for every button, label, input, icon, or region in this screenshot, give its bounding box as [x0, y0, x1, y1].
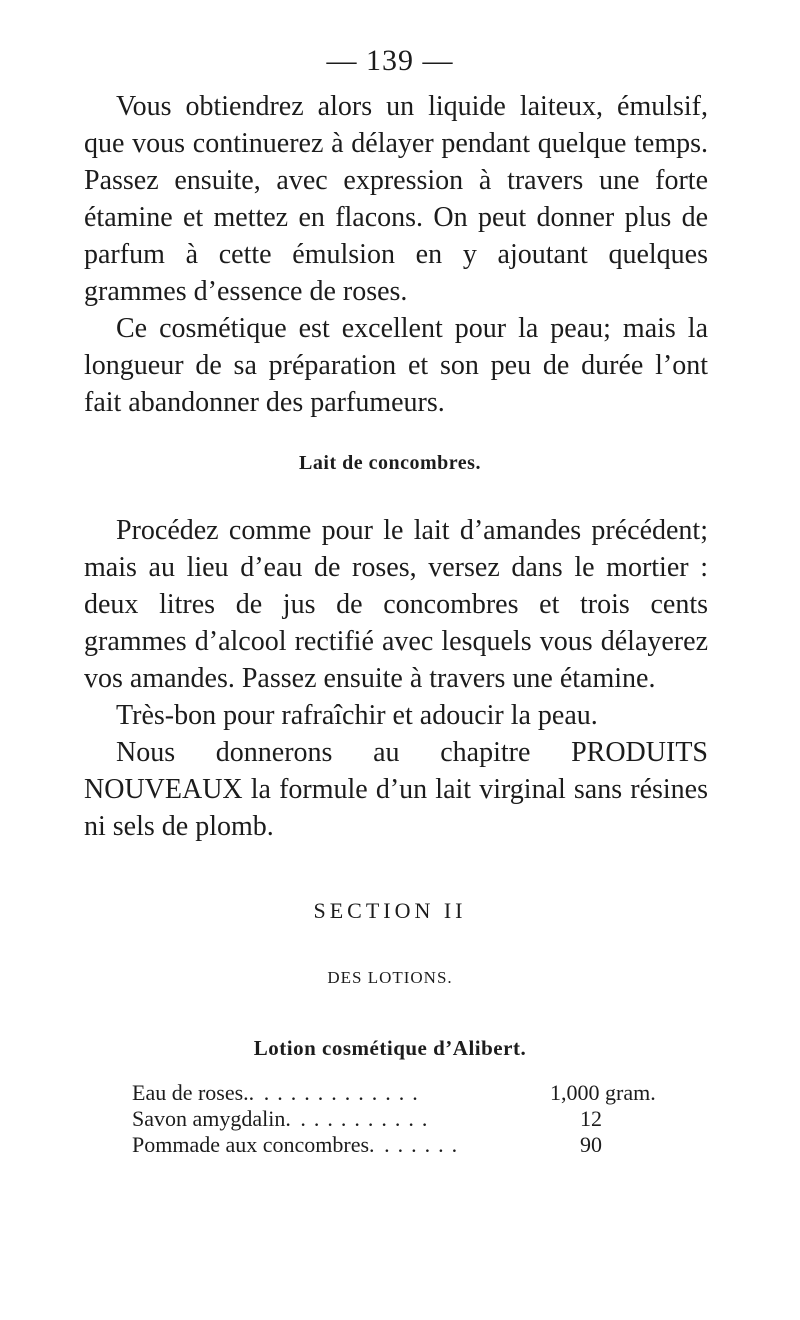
ingredient-list [132, 1080, 692, 1158]
intro-text [84, 88, 708, 421]
ingredient-name: Eau de roses.. [132, 1080, 255, 1105]
section-title: SECTION II [313, 898, 467, 923]
ingredient-quantity: 1,000 gram. [550, 1080, 656, 1105]
ingredient-row [132, 1080, 692, 1106]
intro-paragraph-1: Vous obtiendrez alors un liquide laiteux, émulsif, que vous continuerez à délayer pendant quelque temps. Passez ensuite, avec expression à travers une forte étamine et mettez en flacons. On peut donner plus de parfum à cette émulsion en y ajoutant quelques grammes d’essence de roses. [84, 91, 708, 307]
lait-paragraph-2: Très-bon pour rafraîchir et adoucir la peau. [116, 700, 598, 731]
ingredient-row [132, 1106, 692, 1132]
lait-paragraph-3: Nous donnerons au chapitre PRODUITS NOUVEAUX la formule d’un lait virginal sans résines ni sels de plomb. [84, 737, 708, 842]
intro-paragraph-2: Ce cosmétique est excellent pour la peau; mais la longueur de sa préparation et son peu de durée l’ont fait abandonner des parfumeurs. [84, 313, 708, 418]
heading-lotion-alibert: Lotion cosmétique d’Alibert. [253, 1036, 527, 1060]
ingredient-name: Savon amygdalin. [132, 1106, 291, 1131]
section-subtitle: DES LOTIONS. [327, 968, 453, 987]
ingredient-quantity: 90 [580, 1132, 602, 1157]
ingredient-dots: ...... [384, 1132, 466, 1157]
ingredient-row [132, 1132, 692, 1158]
ingredient-dots: .......... [300, 1106, 436, 1131]
page-number: — 139 — [326, 44, 454, 77]
ingredient-name: Pommade aux concombres. [132, 1132, 375, 1157]
lait-concombres-text [84, 512, 708, 845]
ingredient-dots: ............ [263, 1080, 426, 1105]
lait-paragraph-1: Procédez comme pour le lait d’amandes précédent; mais au lieu d’eau de roses, versez dans le mortier : deux litres de jus de concombres et trois cents grammes d’alcool rectifié avec lesquels vous délayerez vos amandes. Passez ensuite à travers une étamine. [84, 515, 708, 694]
heading-lait-de-concombres: Lait de concombres. [299, 452, 481, 474]
ingredient-quantity: 12 [580, 1106, 602, 1131]
